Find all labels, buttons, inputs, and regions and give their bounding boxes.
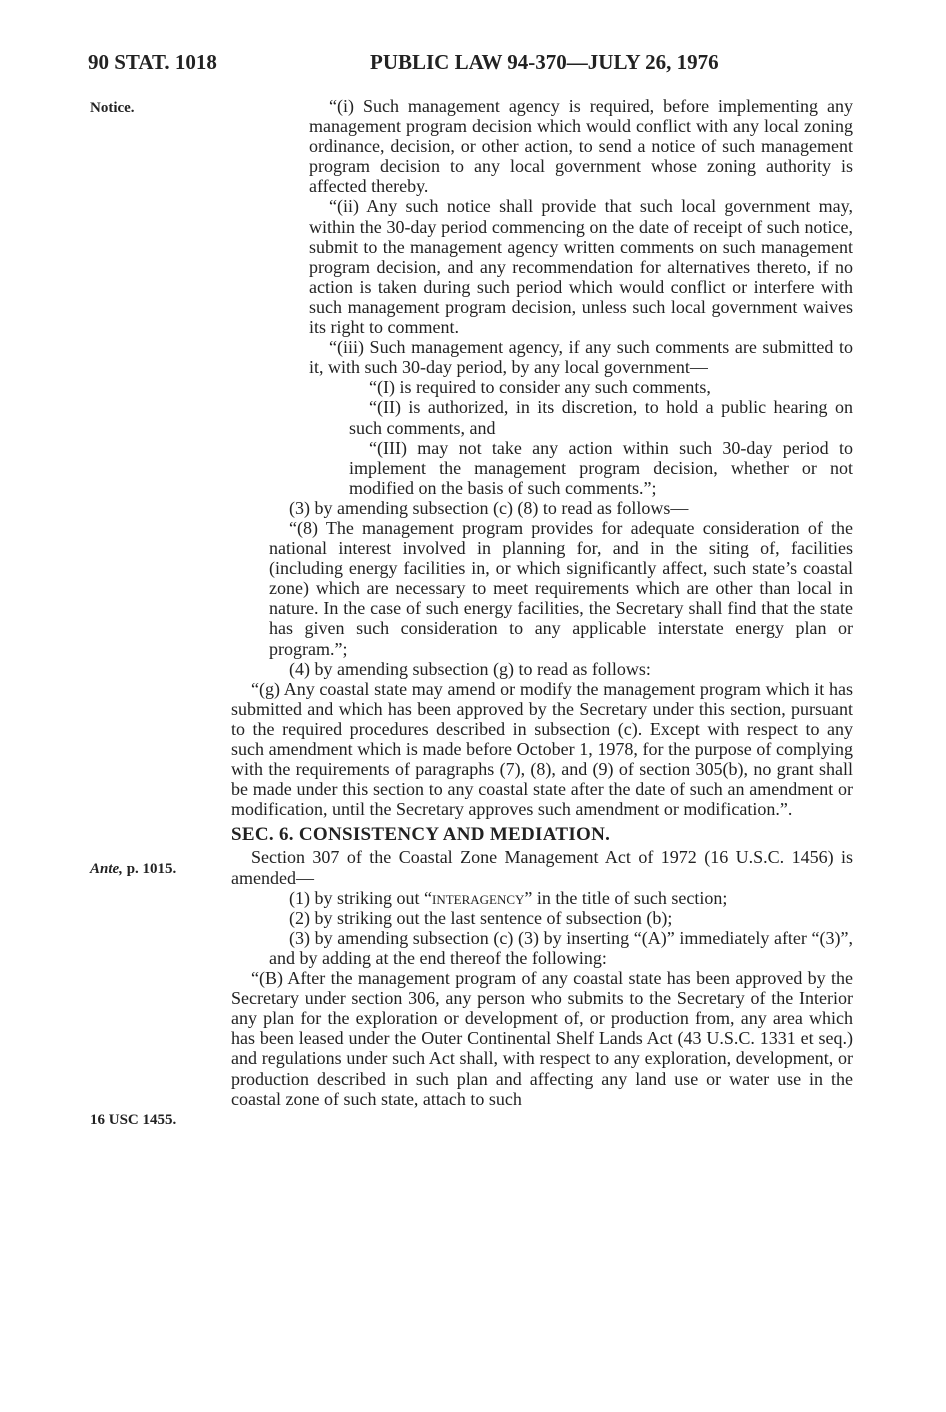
clause-i: “(i) Such management agency is required, before implementing any management program decision which would conflict with any local zoning ordinance, decision, or other action, to send a notice of such management program decision to any local government whose zoning authority is affected thereby. (309, 96, 853, 197)
margin-note-ante-italic: Ante, (90, 861, 123, 877)
section-heading: SEC. 6. CONSISTENCY AND MEDIATION. (231, 824, 611, 846)
amendment-1-b: ” in the title of such section; (524, 887, 728, 908)
amendment-2: (2) by striking out the last sentence of subsection (b); (289, 907, 673, 928)
paragraph-8: “(8) The management program provides for adequate consideration of the national interest involved in planning for, and in the siting of, facilities (including energy facilities in, or which significantly affect, such state’s coastal zone) which are necessary to meet requirements which are other than local in nature. In the case of such energy facilities, the Secretary shall find that the state has given such consideration to any applicable interstate energy plan or program.”; (269, 517, 853, 659)
amendment-1-a: (1) by striking out “ (289, 887, 432, 908)
page-reference: 90 STAT. 1018 (88, 50, 217, 74)
law-title: PUBLIC LAW 94-370—JULY 26, 1976 (370, 50, 719, 74)
clause-iii: “(iii) Such management agency, if any such comments are submitted to it, with such 30-day period, by any local government— (309, 337, 853, 378)
amendment-1-smallcaps: interagency (431, 887, 525, 908)
amendment-3: (3) by amending subsection (c) (8) to read as follows— (289, 497, 689, 518)
margin-note-notice: Notice. (90, 100, 135, 116)
statute-body (231, 96, 853, 1109)
clause-ii: “(ii) Any such notice shall provide that such local government may, within the 30-day period commencing on the date of receipt of such notice, submit to the management agency written comments on such management program decision, and any recommendation for alternatives thereto, if no action is taken during such period which would conflict or interfere with such management program decision, unless such local government waives its right to comment. (309, 196, 853, 338)
subparagraph-B: “(B) After the management program of any coastal state has been approved by the Secretary under section 306, any person who submits to the Secretary of the Interior any plan for the exploration or development of, or production from, any area which has been leased under the Outer Continental Shelf Lands Act (43 U.S.C. 1331 et seq.) and regulations under such Act shall, with respect to any exploration, development, or production described in such plan and affecting any land use or water use in the coastal zone of such state, attach to such (231, 968, 853, 1109)
margin-note-ante-page: p. 1015. (122, 861, 177, 877)
subclause-II: “(II) is authorized, in its discretion, to hold a public hearing on such comments, and (349, 397, 853, 438)
subsection-g: “(g) Any coastal state may amend or modify the management program which it has submitted and which has been approved by the Secretary under this section, pursuant to the required procedures described in subsection (c). Except with respect to any such amendment which is made before October 1, 1978, for the purpose of complying with the requirements of paragraphs (7), (8), and (9) of section 305(b), no grant shall be made under this section to any coastal state after the date of such an amendment or modification, until the Secretary approves such amendment or modification.”. (231, 678, 853, 820)
page-header (88, 50, 888, 84)
subclause-I: “(I) is required to consider any such comments, (369, 377, 711, 398)
amendment-4: (4) by amending subsection (g) to read as follows: (289, 658, 651, 679)
margin-note-ante (90, 861, 176, 878)
margin-note-usc: 16 USC 1455. (90, 1112, 177, 1128)
subclause-III: “(III) may not take any action within such 30-day period to implement the management program decision, whether or not modified on the basis of such comments.”; (349, 437, 853, 498)
section-307-intro: Section 307 of the Coastal Zone Management Act of 1972 (16 U.S.C. 1456) is amended— (231, 847, 853, 888)
amendment-1 (231, 888, 853, 908)
amendment-3b: (3) by amending subsection (c) (3) by inserting “(A)” immediately after “(3)”, and by adding at the end thereof the following: (269, 927, 853, 968)
